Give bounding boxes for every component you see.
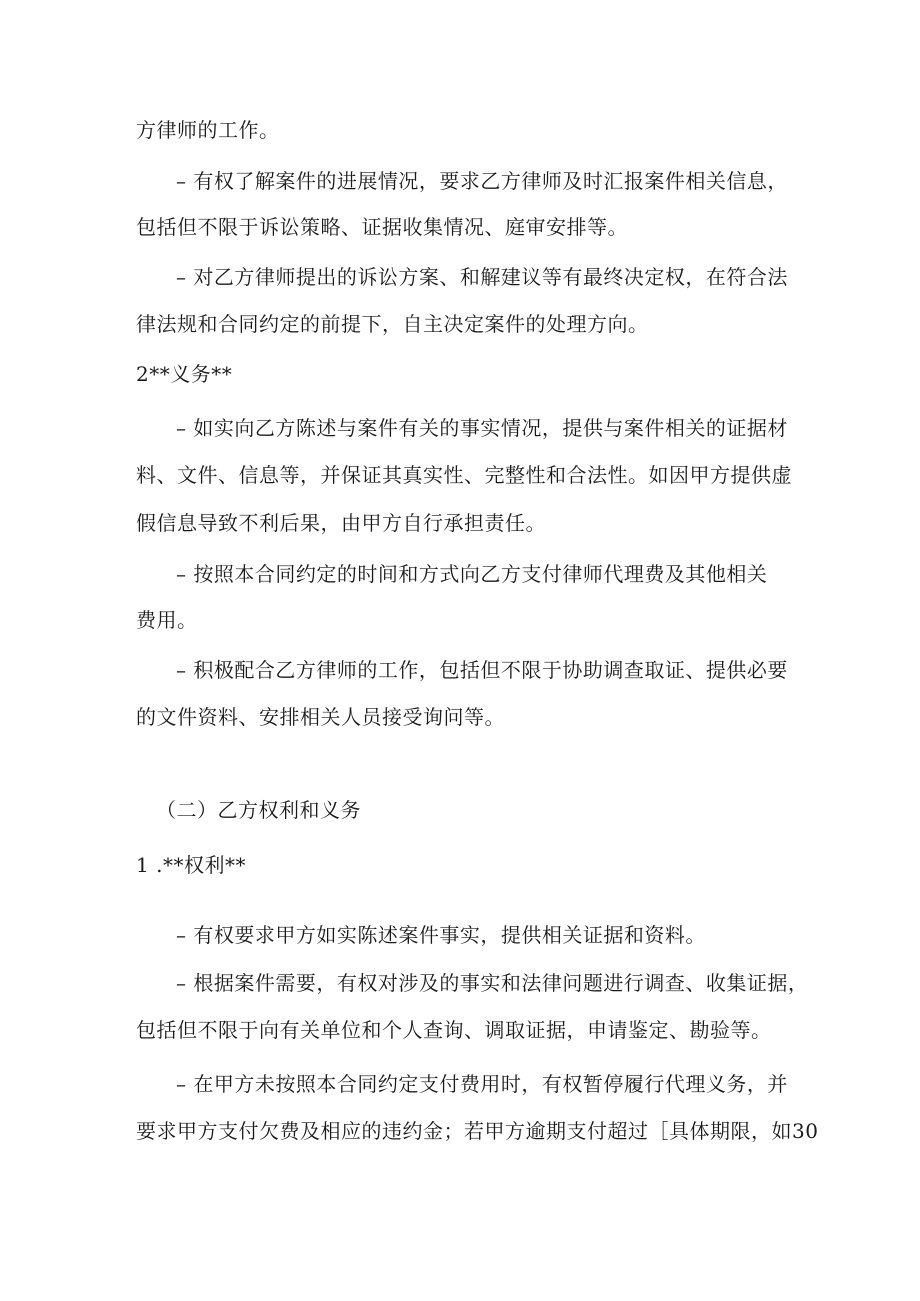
list-item: – 有权要求甲方如实陈述案件事实，提供相关证据和资料。	[176, 923, 706, 947]
text-line: 料、文件、信息等，并保证其真实性、完整性和合法性。如因甲方提供虚	[136, 463, 792, 487]
list-item: – 按照本合同约定的时间和方式向乙方支付律师代理费及其他相关	[176, 562, 768, 586]
list-item: – 在甲方未按照本合同约定支付费用时，有权暂停履行代理义务，并	[176, 1072, 788, 1096]
text-line: 要求甲方支付欠费及相应的违约金；若甲方逾期支付超过［具体期限，如30	[136, 1119, 819, 1143]
text-line: 方律师的工作。	[136, 118, 280, 142]
text-line: 费用。	[136, 608, 198, 632]
list-item: – 有权了解案件的进展情况，要求乙方律师及时汇报案件相关信息，	[176, 169, 788, 193]
list-item: – 根据案件需要，有权对涉及的事实和法律问题进行调查、收集证据，	[176, 971, 809, 995]
list-item: – 积极配合乙方律师的工作，包括但不限于协助调查取证、提供必要	[176, 658, 788, 682]
section-heading: （二）乙方权利和义务	[156, 798, 361, 822]
section-heading: 2**义务**	[136, 362, 233, 386]
text-line: 假信息导致不利后果，由甲方自行承担责任。	[136, 511, 546, 535]
text-line: 律法规和合同约定的前提下，自主决定案件的处理方向。	[136, 312, 649, 336]
list-item: – 对乙方律师提出的诉讼方案、和解建议等有最终决定权，在符合法	[176, 265, 788, 289]
section-heading: 1 .**权利**	[136, 853, 246, 877]
text-line: 包括但不限于诉讼策略、证据收集情况、庭审安排等。	[136, 215, 628, 239]
text-line: 的文件资料、安排相关人员接受询问等。	[136, 705, 505, 729]
text-line: 包括但不限于向有关单位和个人查询、调取证据，申请鉴定、勘验等。	[136, 1018, 772, 1042]
list-item: – 如实向乙方陈述与案件有关的事实情况，提供与案件相关的证据材	[176, 416, 788, 440]
